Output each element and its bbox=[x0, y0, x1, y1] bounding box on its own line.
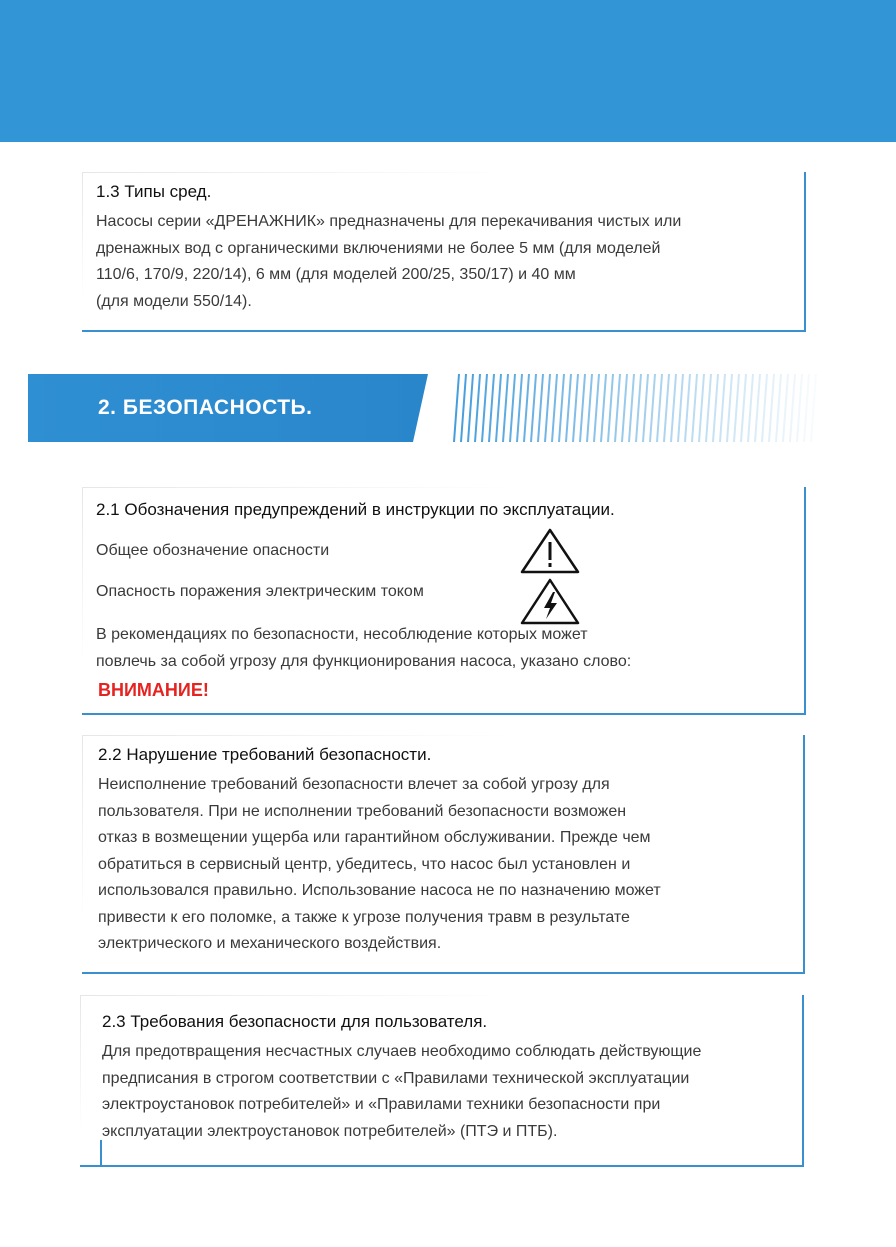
text-line: обратиться в сервисный центр, убедитесь, что насос был установлен и bbox=[98, 855, 631, 873]
section-2-1-box bbox=[82, 487, 806, 715]
section-2-2-title: 2.2 Нарушение требований безопасности. bbox=[98, 745, 432, 764]
text-line: Опасность поражения электрическим током bbox=[96, 583, 424, 600]
section-2-3-text bbox=[102, 1039, 701, 1145]
text-line: повлечь за собой угрозу для функционирования насоса, указано слово: bbox=[96, 652, 632, 670]
section-2-3-title: 2.3 Требования безопасности для пользователя. bbox=[102, 1012, 488, 1031]
text-line: электрического и механического воздействия. bbox=[98, 935, 442, 952]
text-line: (для модели 550/14). bbox=[96, 292, 252, 310]
text-line: Насосы серии «ДРЕНАЖНИК» предназначены для перекачивания чистых или bbox=[96, 213, 682, 230]
warning-word: ВНИМАНИЕ! bbox=[98, 680, 209, 700]
section-2-2-box bbox=[82, 735, 805, 974]
text-line: предписания в строгом соответствии с «Правилами технической эксплуатации bbox=[102, 1069, 690, 1087]
text-line: дренажных вод с органическими включениями не более 5 мм (для моделей bbox=[96, 239, 661, 257]
text-line: отказ в возмещении ущерба или гарантийном обслуживании. Прежде чем bbox=[98, 829, 651, 846]
section-1-3-title: 1.3 Типы сред. bbox=[96, 182, 212, 201]
text-line: эксплуатации электроустановок потребителей» (ПТЭ и ПТБ). bbox=[102, 1122, 558, 1140]
warning-triangle-icon bbox=[519, 527, 581, 575]
section-2-3-box bbox=[80, 995, 804, 1167]
text-line: привести к его поломке, а также к угрозе получения травм в результате bbox=[98, 908, 630, 926]
section-2-title: 2. БЕЗОПАСНОСТЬ. bbox=[98, 396, 313, 419]
electric-danger-label bbox=[96, 579, 424, 606]
section-1-3-text bbox=[96, 209, 681, 315]
text-line: пользователя. При не исполнении требований безопасности возможен bbox=[98, 802, 627, 820]
electric-hazard-icon bbox=[519, 577, 581, 627]
text-line: электроустановок потребителей» и «Правилами техники безопасности при bbox=[102, 1096, 661, 1113]
text-line: Для предотвращения несчастных случаев необходимо соблюдать действующие bbox=[102, 1043, 702, 1060]
text-line: 110/6, 170/9, 220/14), 6 мм (для моделей 200/25, 350/17) и 40 мм bbox=[96, 266, 576, 283]
header-banner bbox=[0, 0, 896, 142]
text-line: В рекомендациях по безопасности, несоблюдение которых может bbox=[96, 626, 588, 643]
section-2-banner bbox=[28, 374, 828, 442]
section-1-3-box bbox=[82, 172, 806, 332]
section-2-1-text bbox=[96, 622, 631, 675]
general-danger-label bbox=[96, 538, 329, 565]
section-2-1-title: 2.1 Обозначения предупреждений в инструкции по эксплуатации. bbox=[96, 500, 615, 519]
section-2-2-text bbox=[98, 772, 661, 958]
text-line: Неисполнение требований безопасности влечет за собой угрозу для bbox=[98, 776, 610, 793]
text-line: использовался правильно. Использование насоса не по назначению может bbox=[98, 882, 661, 899]
banner-stripes bbox=[418, 374, 828, 442]
text-line: Общее обозначение опасности bbox=[96, 542, 330, 559]
